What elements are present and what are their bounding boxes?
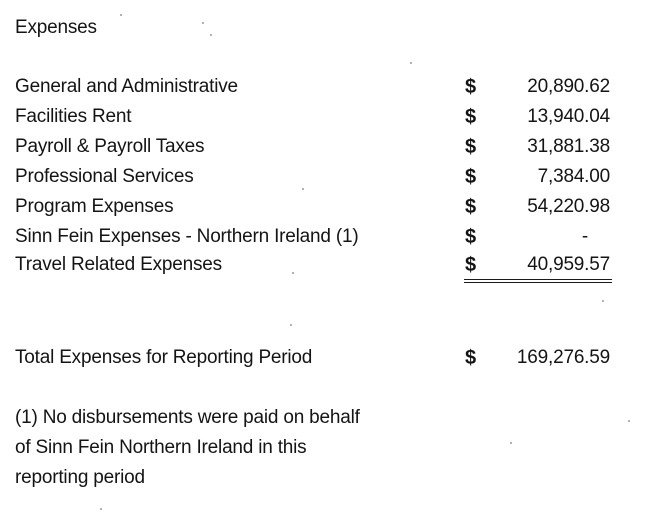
footnote-line: (1) No disbursements were paid on behalf — [15, 407, 360, 428]
expense-amount: - — [581, 226, 588, 247]
expense-row-facilities-rent — [0, 104, 650, 130]
scan-speck — [202, 22, 204, 24]
expense-row-sinn-fein-ni — [0, 224, 650, 250]
subtotal-underline-bottom — [464, 282, 612, 283]
expense-label: Travel Related Expenses — [15, 254, 222, 275]
currency-symbol: $ — [465, 76, 476, 98]
total-amount: 169,276.59 — [516, 347, 610, 368]
scan-speck — [628, 420, 630, 422]
expense-row-program-expenses — [0, 194, 650, 220]
scan-speck — [302, 188, 304, 190]
scan-speck — [120, 14, 122, 16]
scan-speck — [290, 324, 292, 326]
total-row — [0, 345, 650, 371]
expense-amount: 7,384.00 — [537, 166, 610, 187]
expense-label: Sinn Fein Expenses - Northern Ireland (1) — [15, 226, 359, 247]
expense-label: Program Expenses — [15, 196, 174, 217]
scan-speck — [210, 34, 212, 36]
expense-amount: 13,940.04 — [527, 106, 610, 127]
scan-speck — [292, 272, 294, 274]
total-label: Total Expenses for Reporting Period — [15, 347, 313, 368]
expense-label: Professional Services — [15, 166, 194, 187]
expense-amount: 20,890.62 — [527, 76, 610, 97]
currency-symbol: $ — [465, 254, 476, 276]
currency-symbol: $ — [465, 347, 476, 369]
expense-label: Payroll & Payroll Taxes — [15, 136, 205, 157]
expense-row-travel — [0, 252, 650, 278]
footnote — [15, 403, 435, 493]
expense-amount: 54,220.98 — [527, 196, 610, 217]
footnote-line: reporting period — [15, 467, 145, 488]
currency-symbol: $ — [465, 106, 476, 128]
scan-speck — [100, 508, 102, 510]
currency-symbol: $ — [465, 166, 476, 188]
section-title: Expenses — [15, 17, 97, 38]
subtotal-underline-top — [464, 279, 612, 280]
expense-row-professional-services — [0, 164, 650, 190]
expense-row-payroll — [0, 134, 650, 160]
expense-row-general-admin — [0, 74, 650, 100]
expense-amount: 40,959.57 — [527, 254, 610, 275]
expense-amount: 31,881.38 — [527, 136, 610, 157]
currency-symbol: $ — [465, 136, 476, 158]
expense-label: General and Administrative — [15, 76, 238, 97]
currency-symbol: $ — [465, 226, 476, 248]
scan-speck — [602, 300, 604, 302]
expense-label: Facilities Rent — [15, 106, 132, 127]
scan-speck — [410, 62, 412, 64]
currency-symbol: $ — [465, 196, 476, 218]
scan-speck — [510, 442, 512, 444]
footnote-line: of Sinn Fein Northern Ireland in this — [15, 437, 307, 458]
